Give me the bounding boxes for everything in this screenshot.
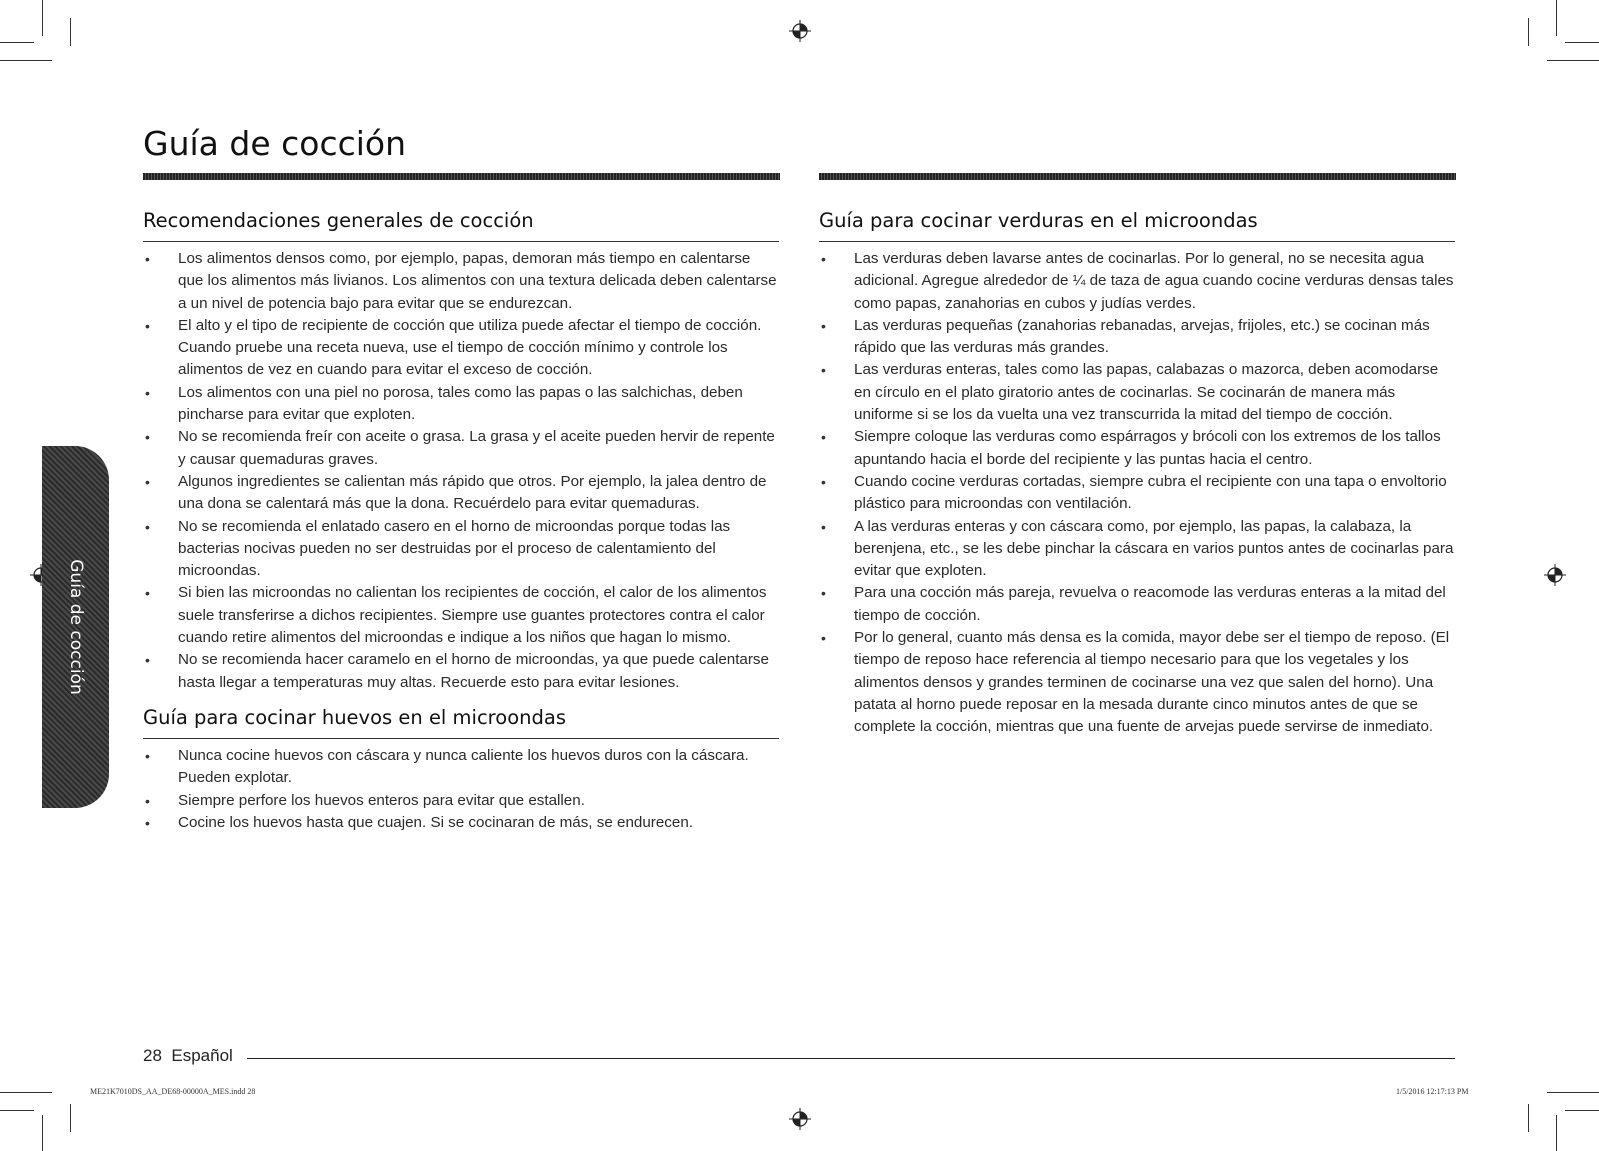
crop-mark — [0, 60, 52, 61]
list-item — [143, 582, 779, 649]
bullet-icon: • — [821, 362, 826, 379]
list-item-text: Algunos ingredientes se calientan más rápido que otros. Por ejemplo, la jalea dentro de una dona se calentará más que la dona. Recuérdelo para evitar quemaduras. — [178, 472, 767, 513]
right-column — [819, 207, 1455, 739]
section-heading-eggs: Guía para cocinar huevos en el microondas — [143, 704, 779, 739]
footer-rule — [247, 1058, 1455, 1059]
crop-mark — [0, 1092, 52, 1093]
list-item-text: Nunca cocine huevos con cáscara y nunca caliente los huevos duros con la cáscara. Pueden explotar. — [178, 746, 749, 787]
list-item — [819, 582, 1455, 627]
bullet-icon: • — [145, 792, 150, 809]
list-item-text: Si bien las microondas no calientan los recipientes de cocción, el calor de los alimentos suele transferirse a dichos recipientes. Siempre use guantes protectores contra el calor cuando retire alimentos del microondas e indique a los niños que hagan lo mismo. — [178, 584, 767, 647]
list-item — [143, 248, 779, 315]
header-bar-left — [143, 173, 780, 180]
registration-mark-icon — [1543, 563, 1567, 587]
list-item — [143, 471, 779, 516]
page-language: Español — [171, 1046, 233, 1065]
list-item-text: Los alimentos densos como, por ejemplo, papas, demoran más tiempo en calentarse que los alimentos más livianos. Los alimentos con una textura delicada deben calentarse a un nivel de potencia bajo para evitar que se endurezcan. — [178, 250, 777, 312]
bullet-icon: • — [821, 473, 826, 490]
bullet-icon: • — [145, 429, 150, 446]
list-item — [819, 471, 1455, 516]
list-item-text: Cocine los huevos hasta que cuajen. Si se cocinaran de más, se endurecen. — [178, 813, 694, 831]
list-item — [143, 516, 779, 583]
section-heading-general: Recomendaciones generales de cocción — [143, 207, 779, 242]
list-item — [819, 516, 1455, 583]
list-item-text: Siempre coloque las verduras como espárragos y brócoli con los extremos de los tallos apuntando hacia el borde del recipiente y las puntas hacia el centro. — [854, 428, 1441, 468]
bullet-icon: • — [145, 384, 150, 401]
bullet-icon: • — [145, 585, 150, 602]
bullet-icon: • — [821, 630, 826, 647]
vegetables-guide-list — [819, 248, 1455, 739]
bullet-icon: • — [145, 473, 150, 490]
list-item — [819, 426, 1455, 471]
list-item-text: Las verduras pequeñas (zanahorias rebanadas, arvejas, frijoles, etc.) se cocinan más rápido que las verduras más grandes. — [854, 316, 1430, 357]
list-item-text: Las verduras deben lavarse antes de cocinarlas. Por lo general, no se necesita agua adicional. Agregue alrededor de ¼ de taza de agua cuando cocine verduras densas tales como papas, zanahorias en cubos y judías verdes. — [854, 250, 1454, 312]
list-item — [143, 315, 779, 382]
left-column — [143, 207, 779, 834]
bullet-icon: • — [145, 518, 150, 535]
footer-page-label — [143, 1046, 233, 1066]
crop-mark — [42, 1115, 43, 1151]
registration-mark-icon — [788, 1107, 812, 1131]
list-item-text: No se recomienda freír con aceite o grasa. La grasa y el aceite pueden hervir de repente y causar quemaduras graves. — [178, 428, 775, 468]
slug-filename: ME21K7010DS_AA_DE68-00000A_MES.indd 28 — [90, 1087, 256, 1096]
crop-mark — [1556, 1115, 1557, 1151]
list-item — [143, 649, 779, 694]
list-item — [819, 315, 1455, 360]
crop-mark — [1565, 1110, 1599, 1111]
crop-mark — [0, 42, 34, 43]
list-item-text: Los alimentos con una piel no porosa, tales como las papas o las salchichas, deben pincharse para evitar que exploten. — [178, 383, 743, 424]
crop-mark — [70, 18, 71, 46]
list-item — [143, 382, 779, 427]
bullet-icon: • — [821, 585, 826, 602]
list-item — [819, 359, 1455, 426]
crop-mark — [0, 1110, 34, 1111]
list-item-text: Las verduras enteras, tales como las papas, calabazas o mazorca, deben acomodarse en círculo en el plato giratorio antes de cocinarlas. Se cocinarán de manera más uniforme si se los da vuelta una vez transcurrida la mitad del tiempo de cocción. — [854, 361, 1439, 424]
list-item-text: Por lo general, cuanto más densa es la comida, mayor debe ser el tiempo de reposo. (El tiempo de reposo hace referencia al tiempo necesario para que los vegetales y los alimentos densos y grandes terminen de cocinarse una vez que salen del horno). Una patata al horno puede reposar en la mesada durante cinco minutos antes de que se complete la cocción, mientras que una fuente de arvejas puede servirse de inmediato. — [854, 629, 1450, 736]
list-item-text: Cuando cocine verduras cortadas, siempre cubra el recipiente con una tapa o envoltorio plástico para microondas con ventilación. — [854, 472, 1447, 513]
crop-mark — [1528, 18, 1529, 46]
crop-mark — [1556, 0, 1557, 36]
list-item — [143, 812, 779, 834]
list-item-text: Para una cocción más pareja, revuelva o reacomode las verduras enteras a la mitad del tiempo de cocción. — [854, 584, 1446, 624]
list-item-text: A las verduras enteras y con cáscara como, por ejemplo, las papas, la calabaza, la berenjena, etc., se les debe pinchar la cáscara en varios puntos antes de cocinarlas para evitar que exploten. — [854, 517, 1454, 580]
crop-mark — [1565, 42, 1599, 43]
crop-mark — [1547, 1092, 1599, 1093]
list-item — [143, 426, 779, 471]
eggs-guide-list — [143, 745, 779, 834]
registration-mark-icon — [788, 19, 812, 43]
bullet-icon: • — [145, 747, 150, 764]
bullet-icon: • — [821, 429, 826, 446]
list-item-text: El alto y el tipo de recipiente de cocción que utiliza puede afectar el tiempo de cocción. Cuando pruebe una receta nueva, use el tiempo de cocción mínimo y controle los alimentos de vez en cuando para evitar el exceso de cocción. — [178, 316, 762, 379]
bullet-icon: • — [145, 652, 150, 669]
list-item — [819, 627, 1455, 738]
page-title: Guía de cocción — [143, 124, 407, 163]
section-heading-vegetables: Guía para cocinar verduras en el microondas — [819, 207, 1455, 242]
crop-mark — [70, 1104, 71, 1132]
slug-timestamp: 1/5/2016 12:17:13 PM — [1396, 1087, 1469, 1096]
list-item — [143, 745, 779, 790]
side-tab-label: Guía de cocción — [66, 559, 86, 695]
list-item-text: No se recomienda hacer caramelo en el horno de microondas, ya que puede calentarse hasta llegar a temperaturas muy altas. Recuerde esto para evitar lesiones. — [178, 651, 769, 691]
general-recommendations-list — [143, 248, 779, 694]
crop-mark — [1528, 1104, 1529, 1132]
bullet-icon: • — [145, 317, 150, 334]
list-item — [143, 790, 779, 812]
bullet-icon: • — [821, 251, 826, 267]
page-number: 28 — [143, 1046, 162, 1065]
list-item-text: No se recomienda el enlatado casero en el horno de microondas porque todas las bacterias nocivas pueden no ser destruidas por el proceso de calentamiento del microondas. — [178, 517, 731, 580]
list-item — [819, 248, 1455, 315]
bullet-icon: • — [145, 251, 150, 267]
bullet-icon: • — [145, 814, 150, 831]
bullet-icon: • — [821, 317, 826, 334]
header-bar-right — [819, 173, 1456, 180]
list-item-text: Siempre perfore los huevos enteros para evitar que estallen. — [178, 791, 585, 809]
crop-mark — [1547, 60, 1599, 61]
crop-mark — [42, 0, 43, 36]
bullet-icon: • — [821, 518, 826, 535]
